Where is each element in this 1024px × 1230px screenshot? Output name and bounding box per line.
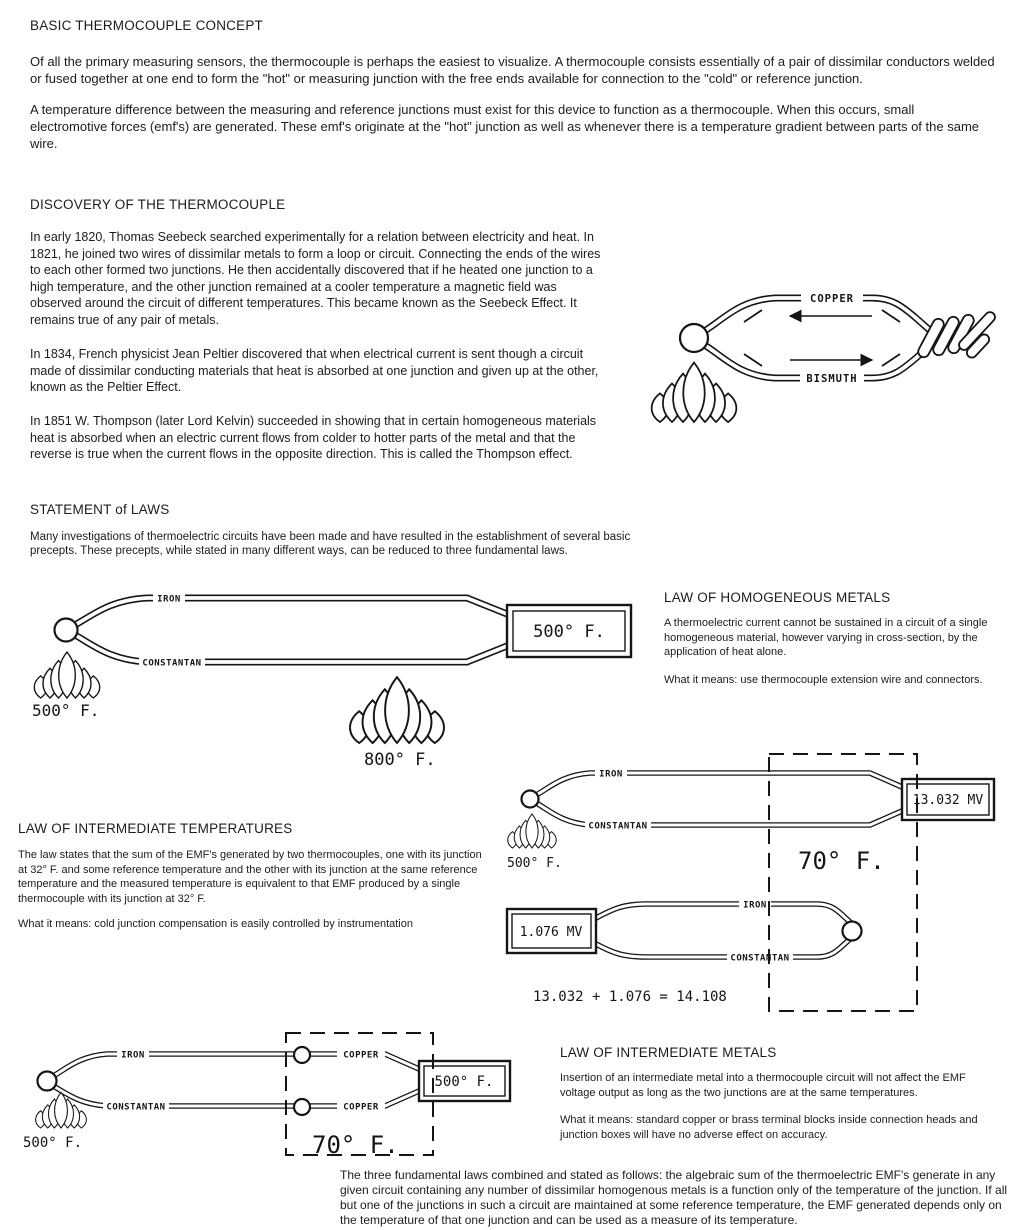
reference-temperature-value: 500° F. xyxy=(434,1074,494,1090)
reference-zone-dashed-box xyxy=(769,754,917,1011)
wire-tick xyxy=(744,310,762,322)
law-intermediate-metals-meaning: What it means: standard copper or brass terminal blocks inside connection heads and junction boxes will have no adverse effect on accuracy. xyxy=(560,1114,978,1141)
law-intermediate-metals-diagram xyxy=(15,1025,515,1165)
wire-loop xyxy=(538,773,902,825)
law-intermediate-metals-paragraph: Insertion of an intermediate metal into a thermocouple circuit will not affect the EMF voltage output as long as the two junctions are at the same temperatures. xyxy=(560,1072,966,1099)
copper-wire-label: COPPER xyxy=(343,1050,379,1061)
wire-tick xyxy=(882,310,900,322)
intro-paragraph-2: A temperature difference between the measuring and reference junctions must exist for this device to function as a thermocouple. When this occurs, small electromotive forces (emf's) are generated. These emf's originate at the "hot" junction as well as whenever there is a temperature gradient between parts of the same wire. xyxy=(30,102,979,151)
reference-temperature-value: 500° F. xyxy=(533,622,605,642)
constantan-wire-label: CONSTANTAN xyxy=(142,658,202,669)
statement-of-laws-heading: STATEMENT of LAWS xyxy=(30,502,170,517)
flame-icon xyxy=(652,363,737,422)
constantan-wire-label: CONSTANTAN xyxy=(730,953,790,964)
wire-loop xyxy=(55,1054,419,1106)
twisted-wire-coil xyxy=(916,310,997,360)
measuring-junction-bead xyxy=(55,619,78,642)
law-intermediate-metals-heading: LAW OF INTERMEDIATE METALS xyxy=(560,1045,777,1060)
law-intermediate-temperatures-paragraph: The law states that the sum of the EMF's generated by two thermocouples, one with its junction at 32° F. and some reference temperature and the other with its junction at the same reference temperature and the measured temperature is equivalent to that EMF produced by a single thermocouple with its junction at 32° F. xyxy=(18,849,482,905)
junction-temperature-label: 500° F. xyxy=(507,856,562,871)
millivolt-output-value: 1.076 MV xyxy=(519,925,583,940)
copper-wire-label: COPPER xyxy=(343,1102,379,1113)
copper-wire-label: COPPER xyxy=(810,293,854,305)
law-intermediate-temperatures-diagram xyxy=(495,742,1007,1014)
seebeck-circuit-diagram xyxy=(620,270,1024,428)
discovery-paragraph-1: In early 1820, Thomas Seebeck searched experimentally for a relation between electricity and heat. In 1821, he joined two wires of dissimilar metals to form a loop or circuit. Connecting the ends of the wires to each other formed two junctions. He then accidentally discovered that if he heated one junction to a high temperature, and the other junction remained at a cooler temperature a magnetic field was observed around the circuit of different temperatures. This became known as the Seebeck Effect. It remains true of any pair of metals. xyxy=(30,230,601,327)
wire-loop xyxy=(75,598,507,662)
millivolt-output-value: 13.032 MV xyxy=(912,793,984,808)
terminal-junction-bottom xyxy=(294,1099,310,1115)
measuring-junction-bead xyxy=(522,791,539,808)
iron-wire-label: IRON xyxy=(157,594,181,605)
combined-laws-paragraph: The three fundamental laws combined and stated as follows: the algebraic sum of the thermoelectric EMF's generate in any given circuit containing any number of dissimilar homogenous metals is a function only of the temperature of the junction. If all but one of the junctions in such a circuit are maintained at some reference temperature, the EMF generated depends only on the temperature of that one junction and can be used as a measure of its temperature. xyxy=(340,1168,1008,1227)
page-title: BASIC THERMOCOUPLE CONCEPT xyxy=(30,18,263,33)
law-intermediate-temperatures-heading: LAW OF INTERMEDIATE TEMPERATURES xyxy=(18,821,293,836)
iron-wire-label: IRON xyxy=(121,1050,145,1061)
ambient-temperature-label: 70° F. xyxy=(312,1131,399,1159)
ambient-temperature-label: 70° F. xyxy=(798,847,885,875)
measuring-junction-bead xyxy=(38,1072,57,1091)
intro-paragraph-1: Of all the primary measuring sensors, the thermocouple is perhaps the easiest to visualize. A thermocouple consists essentially of a pair of dissimilar conductors welded or fused together at one end to form the "hot" or measuring junction with the free ends available for connection to the "cold" or reference junction. xyxy=(30,54,995,86)
flame-icon xyxy=(34,652,99,698)
law-intermediate-temperatures-meaning: What it means: cold junction compensation is easily controlled by instrumentation xyxy=(18,918,413,930)
law-homogeneous-paragraph: A thermoelectric current cannot be sustained in a circuit of a single homogeneous material, however varying in cross-section, by the application of heat alone. xyxy=(664,617,988,658)
reference-junction-bead xyxy=(843,922,862,941)
constantan-wire-label: CONSTANTAN xyxy=(588,821,648,832)
bismuth-wire-label: BISMUTH xyxy=(806,373,858,385)
discovery-paragraph-2: In 1834, French physicist Jean Peltier discovered that when electrical current is sent though a circuit made of dissimilar conducting materials that heat is absorbed at one junction and given up at the other, known as the Peltier Effect. xyxy=(30,347,599,394)
flame-icon xyxy=(350,677,444,743)
wire-loop xyxy=(706,298,934,378)
discovery-paragraph-3: In 1851 W. Thompson (later Lord Kelvin) succeeded in showing that in certain homogeneous materials heat is absorbed when an electric current flows from colder to hotter parts of the metal and that the reverse is true when the current flows in the opposite direction. This is called the Thompson effect. xyxy=(30,414,597,461)
iron-wire-label: IRON xyxy=(599,769,623,780)
statement-of-laws-paragraph: Many investigations of thermoelectric circuits have been made and have resulted in the establishment of several basic precepts. These precepts, while stated in many different ways, can be reduced to three fundamental laws. xyxy=(30,531,631,557)
junction-temperature-label: 500° F. xyxy=(32,701,100,720)
wire-tick xyxy=(744,354,762,366)
emf-sum-equation: 13.032 + 1.076 = 14.108 xyxy=(533,989,727,1005)
measuring-junction-bead xyxy=(680,324,708,352)
terminal-junction-top xyxy=(294,1047,310,1063)
discovery-heading: DISCOVERY OF THE THERMOCOUPLE xyxy=(30,197,286,212)
iron-wire-label: IRON xyxy=(743,900,767,911)
constantan-wire-label: CONSTANTAN xyxy=(106,1102,166,1113)
wire-loop xyxy=(596,904,851,957)
middle-flame-temperature-label: 800° F. xyxy=(364,750,436,770)
flame-icon xyxy=(508,814,557,848)
law-homogeneous-meaning: What it means: use thermocouple extension wire and connectors. xyxy=(664,674,983,686)
junction-temperature-label: 500° F. xyxy=(23,1135,83,1151)
wire-tick xyxy=(882,354,900,366)
law-homogeneous-heading: LAW OF HOMOGENEOUS METALS xyxy=(664,590,891,605)
